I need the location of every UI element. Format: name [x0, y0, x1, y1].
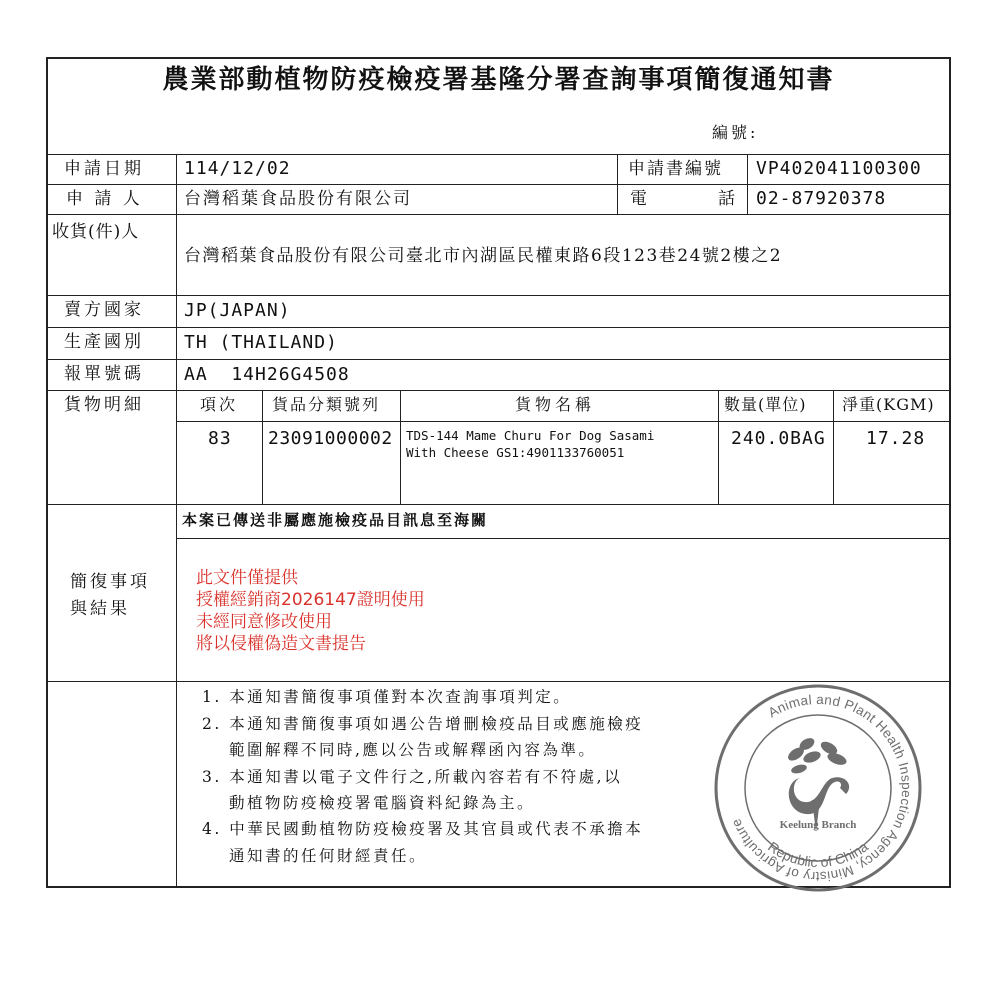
goods-item-no: 83	[208, 428, 232, 449]
consignee-label: 收貨(件)人	[52, 222, 140, 242]
seal-branch-text: Keelung Branch	[779, 819, 857, 831]
phone-value: 02-87920378	[756, 188, 887, 209]
note-2-line2: 範圍解釋不同時,應以公告或解釋函內容為準。	[229, 741, 597, 759]
seller-value: JP(JAPAN)	[184, 300, 291, 321]
result-label-line2: 與結果	[70, 599, 130, 619]
declaration-value: AA 14H26G4508	[184, 364, 350, 385]
note-3-line2: 動植物防疫檢疫署電腦資料紀錄為主。	[229, 794, 536, 812]
origin-value: TH (THAILAND)	[184, 332, 338, 353]
note-2-line1: 2. 本通知書簡復事項如遇公告增刪檢疫品目或應施檢疫	[202, 715, 644, 733]
goods-code: 23091000002	[268, 428, 393, 449]
document-title: 農業部動植物防疫檢疫署基隆分署查詢事項簡復通知書	[162, 65, 835, 95]
seal-emblem-icon	[786, 736, 849, 832]
applicant-label: 申 請 人	[66, 189, 143, 209]
note-1: 1. 本通知書簡復事項僅對本次查詢事項判定。	[202, 688, 572, 706]
declaration-label: 報單號碼	[64, 364, 144, 384]
apply-date-label: 申請日期	[64, 159, 144, 179]
seal-ring-text: Animal and Plant Health Inspection Agency, Ministry of Agriculture	[728, 691, 915, 885]
consignee-value: 台灣稻葉食品股份有限公司臺北市內湖區民權東路6段123巷24號2樓之2	[184, 246, 783, 266]
goods-header-code: 貨品分類號列	[272, 395, 381, 414]
seal-bottom-text: Republic of China	[765, 838, 871, 871]
applicant-value: 台灣稻葉食品股份有限公司	[184, 189, 412, 209]
apply-date-value: 114/12/02	[184, 158, 291, 179]
watermark-line-3: 未經同意修改使用	[196, 612, 332, 632]
customs-note: 本案已傳送非屬應施檢疫品目訊息至海關	[182, 511, 489, 529]
result-label-line1: 簡復事項	[70, 572, 150, 592]
goods-name-line1: TDS-144 Mame Churu For Dog Sasami	[406, 428, 655, 443]
phone-label-2: 話	[718, 189, 738, 209]
goods-header-name: 貨物名稱	[515, 395, 596, 414]
serial-label: 編號:	[712, 123, 759, 142]
form-no-label: 申請書編號	[628, 159, 723, 179]
note-3-line1: 3. 本通知書以電子文件行之,所載內容若有不符處,以	[202, 768, 623, 786]
note-4-line2: 通知書的任何財經責任。	[229, 847, 428, 865]
phone-label: 電	[630, 189, 650, 209]
goods-quantity: 240.0BAG	[731, 428, 826, 449]
form-no-value: VP402041100300	[756, 158, 922, 179]
goods-weight: 17.28	[866, 428, 926, 449]
seller-label: 賣方國家	[64, 300, 144, 320]
watermark-line-4: 將以侵權偽造文書提告	[196, 634, 366, 654]
origin-label: 生產國別	[64, 332, 144, 352]
goods-label: 貨物明細	[64, 395, 144, 415]
goods-header-weight: 淨重(KGM)	[842, 395, 935, 414]
watermark-line-1: 此文件僅提供	[196, 568, 298, 588]
watermark-line-2: 授權經銷商2026147證明使用	[196, 590, 425, 610]
goods-name-line2: With Cheese GS1:4901133760051	[406, 445, 625, 460]
goods-header-quantity: 數量(單位)	[724, 395, 807, 414]
goods-header-item: 項次	[200, 395, 239, 414]
note-4-line1: 4. 中華民國動植物防疫檢疫署及其官員或代表不承擔本	[202, 820, 644, 838]
official-seal-icon	[712, 682, 924, 894]
